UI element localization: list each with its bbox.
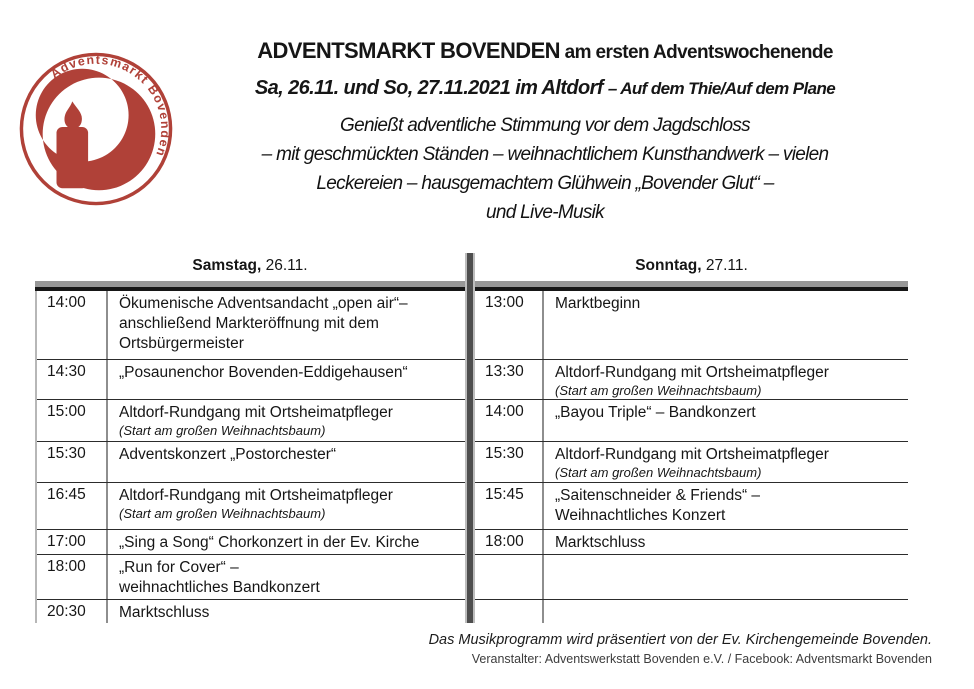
event-description	[170, 111, 920, 227]
saturday-event	[108, 483, 465, 529]
event-note: (Start am großen Weihnachtsbaum)	[119, 506, 326, 521]
event-note: (Start am großen Weihnachtsbaum)	[555, 465, 762, 480]
event-text-line: Marktschluss	[119, 604, 210, 621]
event-text-line: Ökumenische Adventsandacht „open air“–	[119, 295, 408, 312]
event-date-line	[170, 77, 920, 100]
sunday-time: 13:30	[475, 360, 544, 399]
saturday-time: 18:00	[37, 555, 108, 599]
sunday-event	[544, 555, 908, 599]
saturday-date: 26.11.	[261, 257, 308, 274]
description-line: und Live-Musik	[486, 202, 604, 223]
saturday-time: 20:30	[37, 600, 108, 623]
saturday-event	[108, 360, 465, 399]
saturday-event	[108, 555, 465, 599]
sunday-time: 15:45	[475, 483, 544, 529]
sunday-time	[475, 600, 544, 623]
saturday-event	[108, 400, 465, 441]
column-divider-bar	[465, 253, 475, 623]
description-line: Leckereien – hausgemachtem Glühwein „Bovender Glut“ –	[316, 173, 774, 194]
description-line: Genießt adventliche Stimmung vor dem Jagdschloss	[340, 115, 750, 136]
sunday-time: 15:30	[475, 442, 544, 482]
saturday-time: 15:30	[37, 442, 108, 482]
saturday-time: 16:45	[37, 483, 108, 529]
adventsmarkt-logo	[16, 50, 176, 208]
subtitle-main: Sa, 26.11. und So, 27.11.2021 im Altdorf	[254, 77, 608, 99]
title-main: ADVENTSMARKT BOVENDEN	[257, 38, 560, 63]
saturday-label: Samstag,	[192, 257, 262, 274]
sunday-time	[475, 555, 544, 599]
saturday-time: 14:00	[37, 291, 108, 359]
description-line: – mit geschmückten Ständen – weihnachtlichem Kunsthandwerk – vielen	[261, 144, 829, 165]
event-text-line: Altdorf-Rundgang mit Ortsheimatpfleger	[555, 446, 829, 463]
page-title	[170, 38, 920, 64]
sunday-time: 18:00	[475, 530, 544, 554]
event-text-line: Weihnachtliches Konzert	[555, 507, 726, 524]
saturday-header	[35, 257, 465, 281]
sunday-header	[475, 257, 908, 281]
saturday-time: 17:00	[37, 530, 108, 554]
event-text-line: Ortsbürgermeister	[119, 335, 244, 352]
title-rest: am ersten Adventswochenende	[559, 42, 833, 63]
sunday-label: Sonntag,	[635, 257, 702, 274]
event-note: (Start am großen Weihnachtsbaum)	[555, 383, 762, 398]
sunday-date: 27.11.	[701, 257, 748, 274]
event-text-line: „Posaunenchor Bovenden-Eddigehausen“	[119, 364, 408, 381]
saturday-time: 14:30	[37, 360, 108, 399]
saturday-event	[108, 442, 465, 482]
event-note: (Start am großen Weihnachtsbaum)	[119, 423, 326, 438]
crescent-moon-shape	[36, 69, 155, 190]
sunday-time: 13:00	[475, 291, 544, 359]
event-text-line: Altdorf-Rundgang mit Ortsheimatpfleger	[555, 364, 829, 381]
candle-flame-shape	[64, 101, 81, 128]
sunday-event	[544, 600, 908, 623]
sunday-event	[544, 483, 908, 529]
music-credit-line: Das Musikprogramm wird präsentiert von der Ev. Kirchengemeinde Bovenden.	[428, 632, 932, 648]
footer	[429, 632, 932, 666]
event-text-line: anschließend Markteröffnung mit dem	[119, 315, 379, 332]
sunday-time: 14:00	[475, 400, 544, 441]
header	[170, 38, 920, 227]
sunday-event	[544, 291, 908, 359]
event-text-line: „Saitenschneider & Friends“ –	[555, 487, 761, 504]
sunday-event	[544, 400, 908, 441]
saturday-event	[108, 291, 465, 359]
event-text-line: „Sing a Song“ Chorkonzert in der Ev. Kirche	[119, 534, 420, 551]
event-text-line: „Bayou Triple“ – Bandkonzert	[555, 404, 756, 421]
sunday-event	[544, 442, 908, 482]
event-text-line: weihnachtliches Bandkonzert	[119, 579, 320, 596]
organizer-line: Veranstalter: Adventswerkstatt Bovenden e.V. / Facebook: Adventsmarkt Bovenden	[471, 652, 932, 666]
candle-crescent-logo-icon	[16, 50, 176, 208]
event-text-line: Altdorf-Rundgang mit Ortsheimatpfleger	[119, 404, 393, 421]
schedule-table	[35, 253, 908, 623]
event-text-line: Adventskonzert „Postorchester“	[119, 446, 337, 463]
saturday-event	[108, 530, 465, 554]
saturday-event	[108, 600, 465, 623]
event-text-line: Altdorf-Rundgang mit Ortsheimatpfleger	[119, 487, 393, 504]
event-text-line: Marktbeginn	[555, 295, 641, 312]
subtitle-location: – Auf dem Thie/Auf dem Plane	[607, 79, 836, 98]
candle-body-shape	[57, 127, 89, 188]
saturday-time: 15:00	[37, 400, 108, 441]
sunday-event	[544, 360, 908, 399]
event-text-line: Marktschluss	[555, 534, 646, 551]
event-text-line: „Run for Cover“ –	[119, 559, 239, 576]
logo-arc-text: Adventsmarkt Bovenden	[47, 52, 173, 160]
sunday-event	[544, 530, 908, 554]
